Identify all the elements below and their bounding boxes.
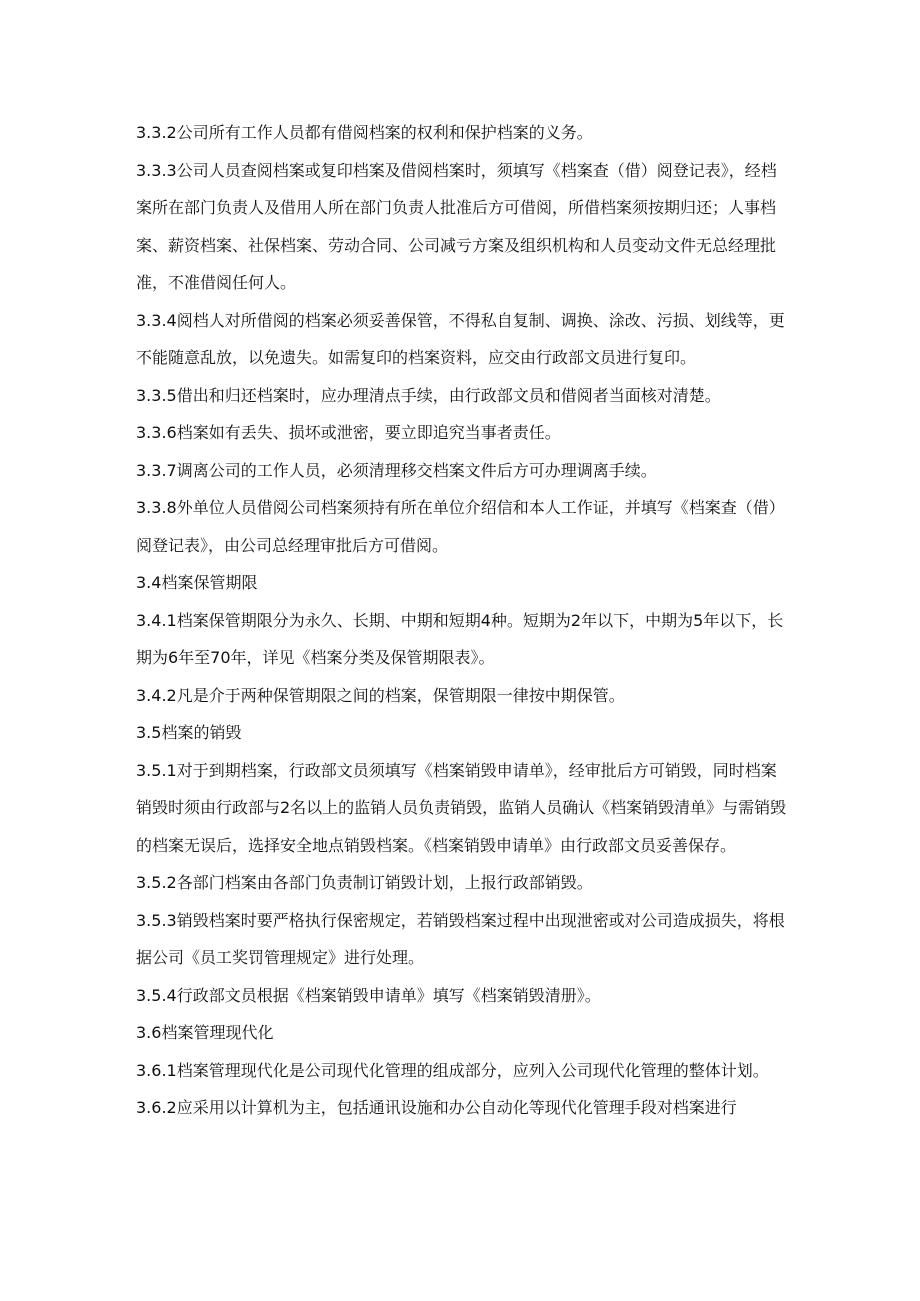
paragraph-3-3-2: 3.3.2公司所有工作人员都有借阅档案的权利和保护档案的义务。 — [136, 123, 593, 142]
paragraph-3-3-6: 3.3.6档案如有丢失、损坏或泄密，要立即追究当事者责任。 — [136, 423, 561, 442]
paragraph-3-6-2: 3.6.2应采用以计算机为主，包括通讯设施和办公自动化等现代化管理手段对档案进行 — [136, 1098, 737, 1117]
document-body — [136, 114, 788, 1127]
paragraph-3-5-2: 3.5.2各部门档案由各部门负责制订销毁计划，上报行政部销毁。 — [136, 873, 593, 892]
paragraph-3-5-4: 3.5.4行政部文员根据《档案销毁申请单》填写《档案销毁清册》。 — [136, 985, 601, 1005]
paragraph-3-4-1: 3.4.1档案保管期限分为永久、长期、中期和短期4种。短期为2年以下，中期为5年以下，长期为6年至70年，详见《档案分类及保管期限表》。 — [136, 610, 784, 667]
paragraph-3-3-8: 3.3.8外单位人员借阅公司档案须持有所在单位介绍信和本人工作证，并填写《档案查（借）阅登记表》，由公司总经理审批后方可借阅。 — [136, 498, 785, 555]
paragraph-3-3-7: 3.3.7调离公司的工作人员，必须清理移交档案文件后方可办理调离手续。 — [136, 460, 657, 480]
paragraph-3-4-2: 3.4.2凡是介于两种保管期限之间的档案，保管期限一律按中期保管。 — [136, 685, 625, 705]
paragraph-3-5-1: 3.5.1对于到期档案，行政部文员须填写《档案销毁申请单》，经审批后方可销毁，同时档案销毁时须由行政部与2名以上的监销人员负责销毁，监销人员确认《档案销毁清单》与需销毁的档案无误后，选择安全地点销毁档案。《档案销毁申请单》由行政部文员妥善保存。 — [136, 760, 787, 855]
section-heading-3-6: 3.6档案管理现代化 — [136, 1023, 274, 1042]
paragraph-3-3-4: 3.3.4阅档人对所借阅的档案必须妥善保管，不得私自复制、调换、涂改、污损、划线等，更不能随意乱放，以免遗失。如需复印的档案资料，应交由行政部文员进行复印。 — [136, 310, 785, 367]
paragraph-3-5-3: 3.5.3销毁档案时要严格执行保密规定，若销毁档案过程中出现泄密或对公司造成损失，将根据公司《员工奖罚管理规定》进行处理。 — [136, 910, 785, 967]
section-heading-3-4: 3.4档案保管期限 — [136, 573, 258, 592]
paragraph-3-3-3: 3.3.3公司人员查阅档案或复印档案及借阅档案时，须填写《档案查（借）阅登记表》，经档案所在部门负责人及借用人所在部门负责人批准后方可借阅，所借档案须按期归还；人事档案、薪资档案、社保档案、劳动合同、公司减亏方案及组织机构和人员变动文件无总经理批准，不准借阅任何人。 — [136, 160, 777, 292]
paragraph-3-6-1: 3.6.1档案管理现代化是公司现代化管理的组成部分，应列入公司现代化管理的整体计划。 — [136, 1060, 769, 1080]
paragraph-3-3-5: 3.3.5借出和归还档案时，应办理清点手续，由行政部文员和借阅者当面核对清楚。 — [136, 385, 721, 405]
section-heading-3-5: 3.5档案的销毁 — [136, 723, 242, 742]
